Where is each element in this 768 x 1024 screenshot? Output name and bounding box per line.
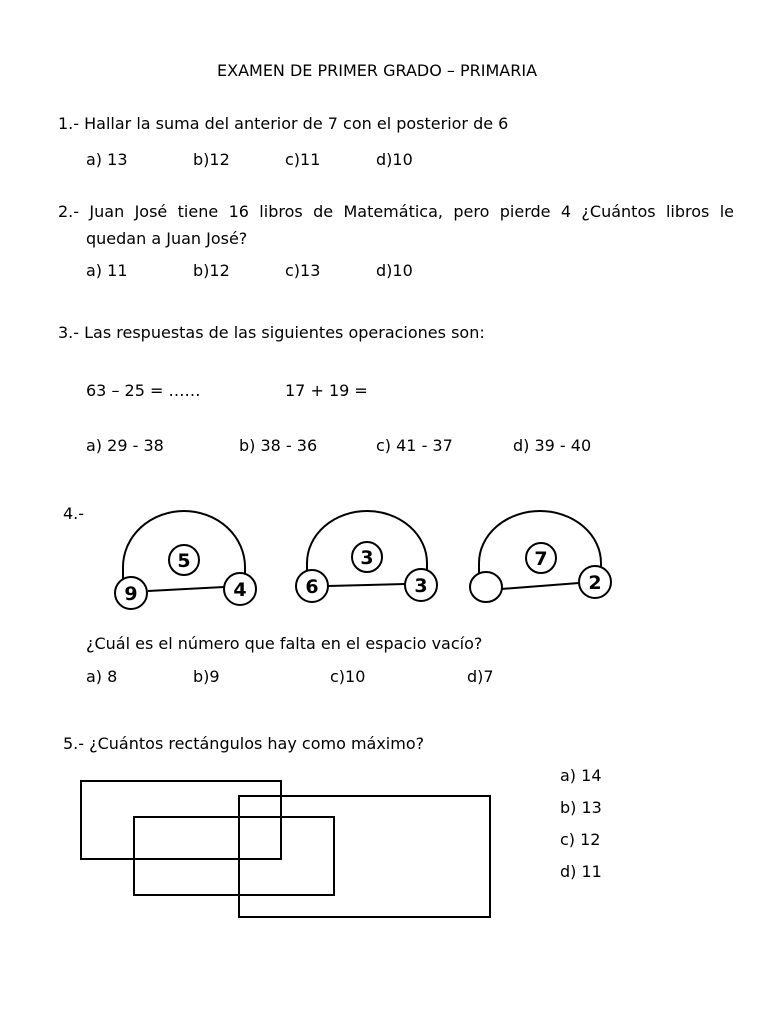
- rectangle-2: [134, 817, 334, 895]
- arch-figure-3-top-number: 7: [534, 548, 548, 570]
- question-1-option-c: c)11: [285, 150, 321, 169]
- arch-figure-1-top-number: 5: [177, 550, 191, 572]
- question-5-option-a: a) 14: [560, 766, 602, 785]
- question-1-text: 1.- Hallar la suma del anterior de 7 con el posterior de 6: [58, 114, 509, 133]
- question-2-option-b: b)12: [193, 261, 230, 280]
- rectangle-3: [239, 796, 490, 917]
- arch-figures-diagram: [0, 505, 768, 615]
- rectangles-figure: [0, 766, 768, 930]
- question-2-option-a: a) 11: [86, 261, 128, 280]
- exam-title: EXAMEN DE PRIMER GRADO – PRIMARIA: [217, 61, 538, 80]
- arch-figure-3-right-number: 2: [588, 572, 602, 594]
- question-2-text-line1: 2.- Juan José tiene 16 libros de Matemática, pero pierde 4 ¿Cuántos libros le: [58, 202, 734, 221]
- arch-figure-2-right-number: 3: [414, 575, 428, 597]
- question-3-text: 3.- Las respuestas de las siguientes operaciones son:: [58, 323, 485, 342]
- question-5-text: 5.- ¿Cuántos rectángulos hay como máximo?: [63, 734, 425, 753]
- arch-figure-2-top-number: 3: [360, 547, 374, 569]
- arch-figure-3-empty-circle: [470, 572, 502, 602]
- question-1-option-d: d)10: [376, 150, 413, 169]
- question-4-option-a: a) 8: [86, 667, 118, 686]
- question-4-label: 4.-: [63, 504, 85, 523]
- question-4-option-b: b)9: [193, 667, 220, 686]
- question-2-option-d: d)10: [376, 261, 413, 280]
- question-3-operation-1: 63 – 25 = ……: [86, 381, 201, 400]
- arch-figure-1-right-number: 4: [233, 579, 247, 601]
- question-4-text: ¿Cuál es el número que falta en el espacio vacío?: [86, 634, 483, 653]
- arch-figure-1-left-number: 9: [124, 583, 138, 605]
- question-1-option-b: b)12: [193, 150, 230, 169]
- question-3-option-d: d) 39 - 40: [513, 436, 592, 455]
- arch-figure-2-left-number: 6: [305, 576, 319, 598]
- rectangle-1: [81, 781, 281, 859]
- question-3-option-c: c) 41 - 37: [376, 436, 453, 455]
- question-5-option-b: b) 13: [560, 798, 602, 817]
- question-2-text-line2: quedan a Juan José?: [86, 229, 248, 248]
- question-2-option-c: c)13: [285, 261, 321, 280]
- question-3-option-a: a) 29 - 38: [86, 436, 164, 455]
- question-4-option-c: c)10: [330, 667, 366, 686]
- question-3-operation-2: 17 + 19 =: [285, 381, 368, 400]
- question-5-option-c: c) 12: [560, 830, 601, 849]
- question-1-option-a: a) 13: [86, 150, 128, 169]
- question-3-option-b: b) 38 - 36: [239, 436, 318, 455]
- question-5-option-d: d) 11: [560, 862, 602, 881]
- question-4-option-d: d)7: [467, 667, 494, 686]
